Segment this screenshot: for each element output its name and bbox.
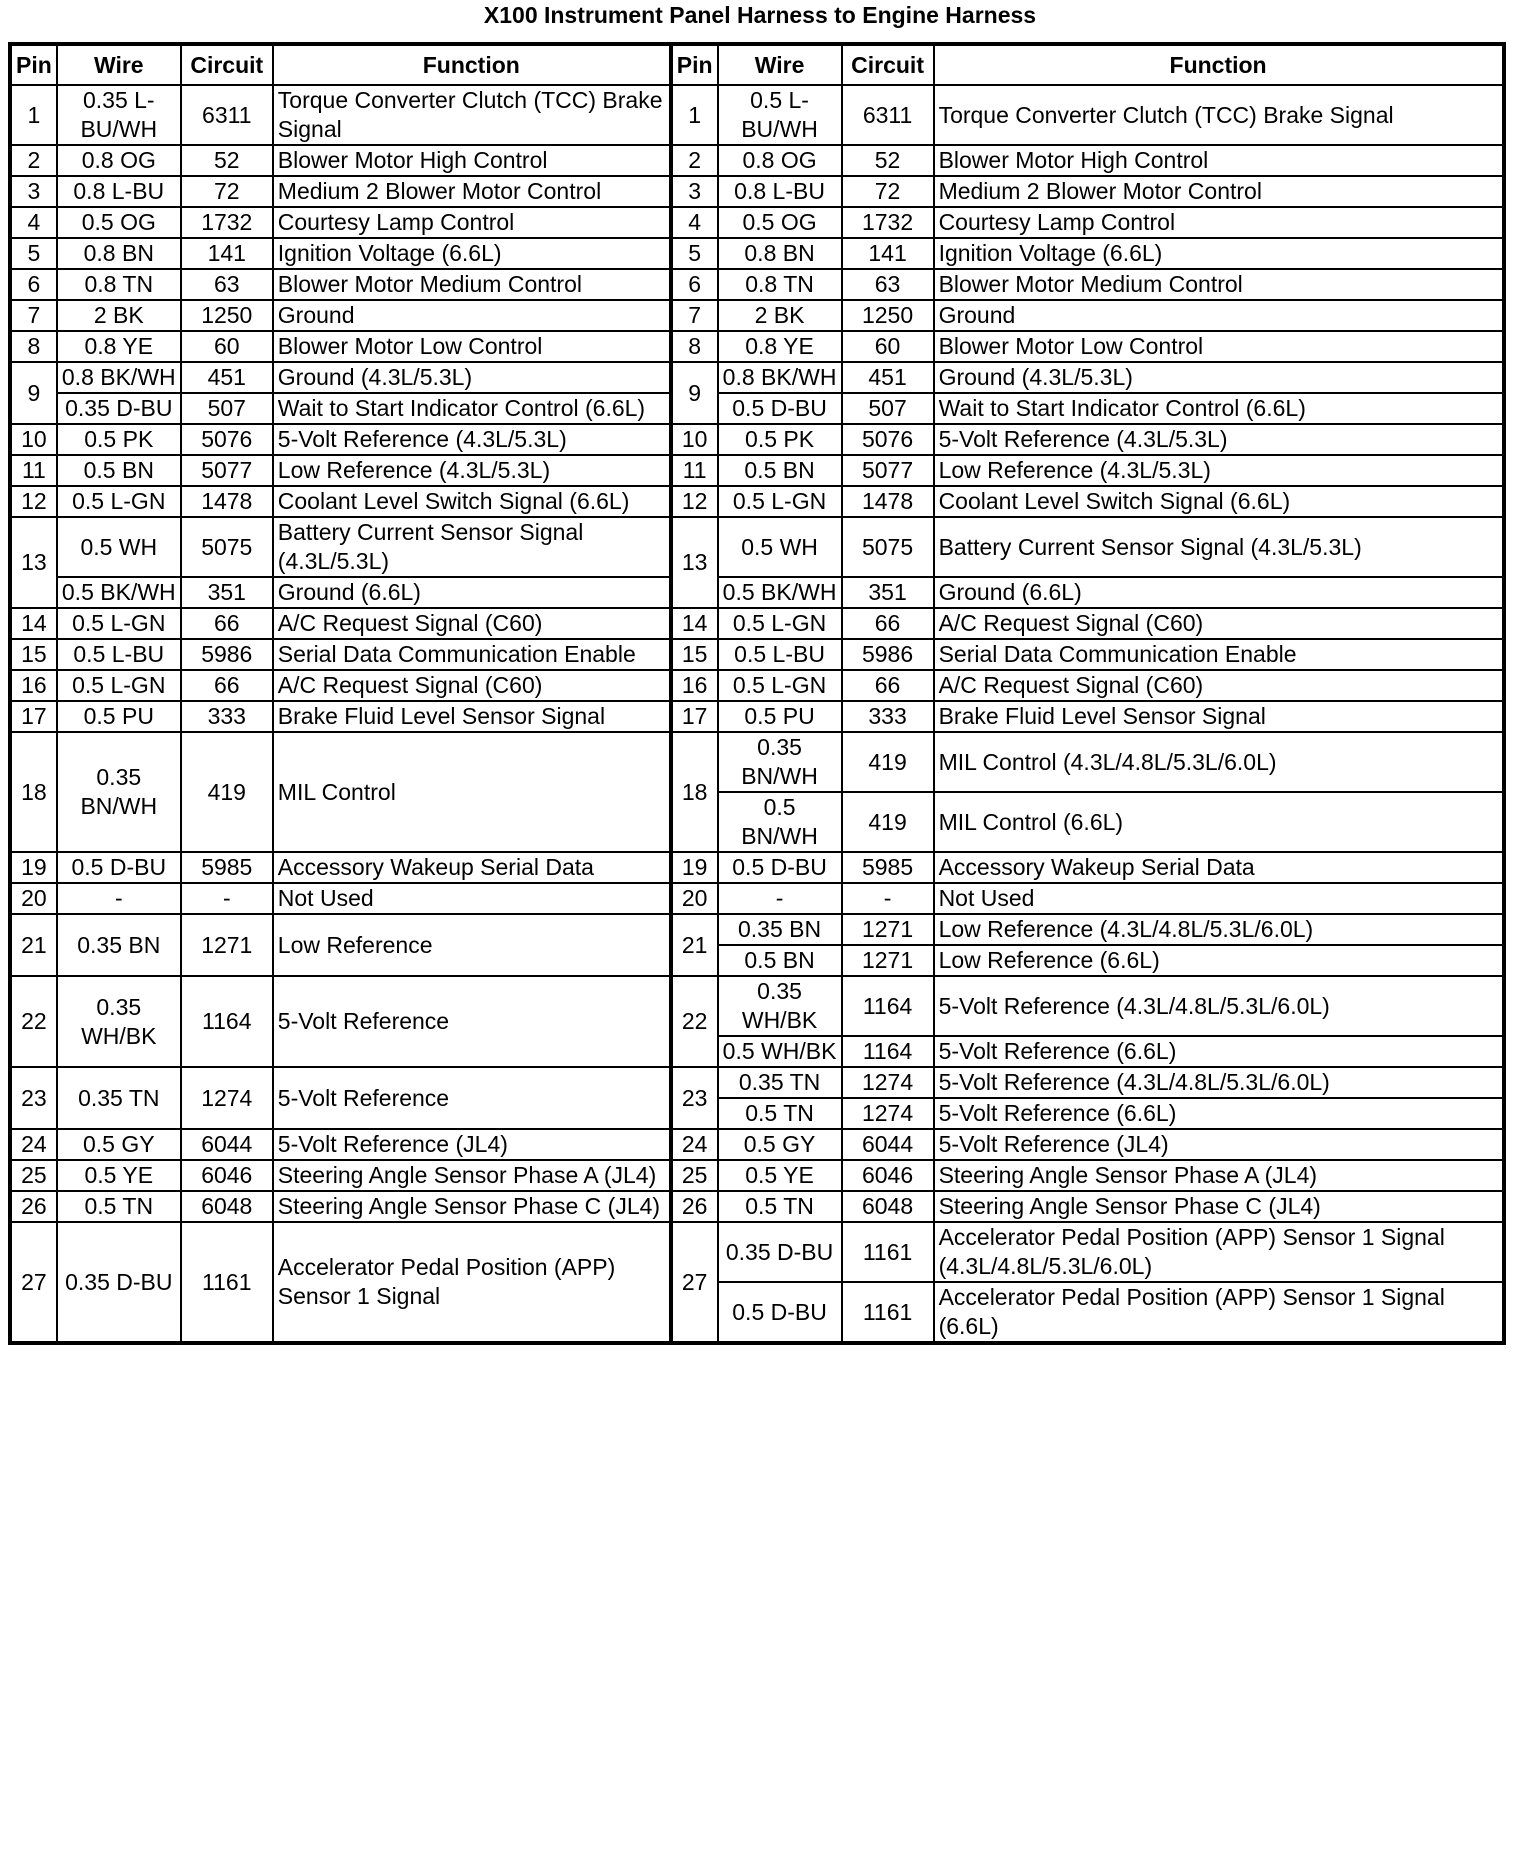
wire-cell: 0.8 BK/WH bbox=[57, 362, 181, 393]
table-row bbox=[10, 362, 1504, 393]
function-cell: MIL Control (4.3L/4.8L/5.3L/6.0L) bbox=[934, 732, 1504, 792]
circuit-cell: 507 bbox=[181, 393, 273, 424]
circuit-cell: 1478 bbox=[842, 486, 934, 517]
wire-cell: 0.5 PK bbox=[57, 424, 181, 455]
pin-cell: 11 bbox=[671, 455, 718, 486]
function-cell: Steering Angle Sensor Phase A (JL4) bbox=[273, 1160, 671, 1191]
table-row bbox=[10, 486, 1504, 517]
table-row bbox=[10, 976, 1504, 1036]
pin-cell: 5 bbox=[10, 238, 57, 269]
wire-cell: 0.5 L-GN bbox=[57, 670, 181, 701]
table-row bbox=[10, 145, 1504, 176]
wire-cell: 0.35 BN/WH bbox=[57, 732, 181, 852]
circuit-cell: 6048 bbox=[181, 1191, 273, 1222]
table-row bbox=[10, 732, 1504, 792]
wire-cell: 0.5 GY bbox=[57, 1129, 181, 1160]
circuit-cell: 1164 bbox=[842, 1036, 934, 1067]
circuit-cell: 66 bbox=[842, 608, 934, 639]
function-cell: Steering Angle Sensor Phase C (JL4) bbox=[273, 1191, 671, 1222]
pin-cell: 20 bbox=[10, 883, 57, 914]
function-cell: 5-Volt Reference (4.3L/4.8L/5.3L/6.0L) bbox=[934, 1067, 1504, 1098]
pin-cell: 22 bbox=[671, 976, 718, 1067]
table-row bbox=[10, 608, 1504, 639]
pin-cell: 9 bbox=[10, 362, 57, 424]
pin-cell: 21 bbox=[10, 914, 57, 976]
function-cell: Low Reference (4.3L/4.8L/5.3L/6.0L) bbox=[934, 914, 1504, 945]
function-cell: Coolant Level Switch Signal (6.6L) bbox=[934, 486, 1504, 517]
circuit-cell: 63 bbox=[181, 269, 273, 300]
table-row bbox=[10, 207, 1504, 238]
wire-cell: 0.5 L-GN bbox=[57, 486, 181, 517]
pin-cell: 22 bbox=[10, 976, 57, 1067]
wire-cell: 0.5 L-BU bbox=[57, 639, 181, 670]
wire-cell: 0.8 YE bbox=[57, 331, 181, 362]
wire-cell: 0.5 WH/BK bbox=[718, 1036, 842, 1067]
pinout-table-wrapper bbox=[8, 42, 1506, 1345]
header-row bbox=[10, 44, 1504, 85]
function-cell: Battery Current Sensor Signal (4.3L/5.3L) bbox=[273, 517, 671, 577]
pin-cell: 27 bbox=[671, 1222, 718, 1343]
page-title: X100 Instrument Panel Harness to Engine Harness bbox=[483, 2, 1037, 28]
function-cell: Low Reference bbox=[273, 914, 671, 976]
wire-cell: 0.5 WH bbox=[718, 517, 842, 577]
wire-cell: 0.8 OG bbox=[57, 145, 181, 176]
circuit-cell: 333 bbox=[181, 701, 273, 732]
circuit-cell: 1161 bbox=[842, 1282, 934, 1343]
pin-cell: 8 bbox=[671, 331, 718, 362]
function-cell: 5-Volt Reference (6.6L) bbox=[934, 1036, 1504, 1067]
pin-cell: 1 bbox=[671, 85, 718, 145]
circuit-cell: 5076 bbox=[181, 424, 273, 455]
circuit-cell: 419 bbox=[181, 732, 273, 852]
wire-cell: 0.5 TN bbox=[57, 1191, 181, 1222]
pin-cell: 25 bbox=[10, 1160, 57, 1191]
function-cell: 5-Volt Reference (4.3L/5.3L) bbox=[934, 424, 1504, 455]
pin-cell: 26 bbox=[671, 1191, 718, 1222]
circuit-cell: 6044 bbox=[842, 1129, 934, 1160]
pin-cell: 23 bbox=[671, 1067, 718, 1129]
function-cell: 5-Volt Reference (JL4) bbox=[273, 1129, 671, 1160]
table-row bbox=[10, 639, 1504, 670]
circuit-cell: 52 bbox=[181, 145, 273, 176]
circuit-cell: 6044 bbox=[181, 1129, 273, 1160]
pin-cell: 12 bbox=[671, 486, 718, 517]
pin-cell: 7 bbox=[10, 300, 57, 331]
circuit-cell: 419 bbox=[842, 732, 934, 792]
circuit-cell: 52 bbox=[842, 145, 934, 176]
circuit-cell: 351 bbox=[842, 577, 934, 608]
circuit-cell: 1250 bbox=[842, 300, 934, 331]
wire-cell: 0.8 TN bbox=[718, 269, 842, 300]
circuit-cell: 507 bbox=[842, 393, 934, 424]
function-cell: Ground (6.6L) bbox=[934, 577, 1504, 608]
wire-cell: 0.5 PU bbox=[57, 701, 181, 732]
pin-cell: 24 bbox=[671, 1129, 718, 1160]
table-row bbox=[10, 300, 1504, 331]
circuit-cell: - bbox=[181, 883, 273, 914]
circuit-cell: 6048 bbox=[842, 1191, 934, 1222]
table-row bbox=[10, 455, 1504, 486]
circuit-cell: 1271 bbox=[842, 945, 934, 976]
wire-cell: 0.35 BN bbox=[718, 914, 842, 945]
circuit-cell: 451 bbox=[181, 362, 273, 393]
wire-cell: 0.5 OG bbox=[57, 207, 181, 238]
pin-cell: 4 bbox=[10, 207, 57, 238]
function-cell: Accelerator Pedal Position (APP) Sensor 1 Signal (6.6L) bbox=[934, 1282, 1504, 1343]
function-cell: 5-Volt Reference (6.6L) bbox=[934, 1098, 1504, 1129]
wire-cell: 0.8 BK/WH bbox=[718, 362, 842, 393]
circuit-cell: 333 bbox=[842, 701, 934, 732]
wire-cell: 0.35 WH/BK bbox=[718, 976, 842, 1036]
circuit-cell: 1274 bbox=[181, 1067, 273, 1129]
table-row bbox=[10, 517, 1504, 577]
wire-cell: 0.5 L-GN bbox=[718, 670, 842, 701]
table-row bbox=[10, 670, 1504, 701]
circuit-cell: 1274 bbox=[842, 1098, 934, 1129]
pin-cell: 10 bbox=[671, 424, 718, 455]
circuit-cell: 1732 bbox=[181, 207, 273, 238]
header-circuit: Circuit bbox=[842, 44, 934, 85]
circuit-cell: 141 bbox=[842, 238, 934, 269]
function-cell: Blower Motor Medium Control bbox=[934, 269, 1504, 300]
function-cell: Medium 2 Blower Motor Control bbox=[273, 176, 671, 207]
wire-cell: 0.5 BN/WH bbox=[718, 792, 842, 852]
pin-cell: 23 bbox=[10, 1067, 57, 1129]
wire-cell: 0.8 BN bbox=[57, 238, 181, 269]
circuit-cell: 66 bbox=[842, 670, 934, 701]
circuit-cell: 6046 bbox=[842, 1160, 934, 1191]
table-row bbox=[10, 1222, 1504, 1282]
pin-cell: 6 bbox=[671, 269, 718, 300]
table-row bbox=[10, 393, 1504, 424]
table-row bbox=[10, 1160, 1504, 1191]
function-cell: Not Used bbox=[273, 883, 671, 914]
circuit-cell: 1274 bbox=[842, 1067, 934, 1098]
wire-cell: 0.8 BN bbox=[718, 238, 842, 269]
pin-cell: 8 bbox=[10, 331, 57, 362]
pin-cell: 17 bbox=[10, 701, 57, 732]
pin-cell: 10 bbox=[10, 424, 57, 455]
function-cell: A/C Request Signal (C60) bbox=[273, 608, 671, 639]
circuit-cell: 63 bbox=[842, 269, 934, 300]
pin-cell: 19 bbox=[10, 852, 57, 883]
function-cell: Low Reference (6.6L) bbox=[934, 945, 1504, 976]
pin-cell: 9 bbox=[671, 362, 718, 424]
header-pin: Pin bbox=[10, 44, 57, 85]
pin-cell: 6 bbox=[10, 269, 57, 300]
circuit-cell: 1164 bbox=[181, 976, 273, 1067]
function-cell: Courtesy Lamp Control bbox=[934, 207, 1504, 238]
function-cell: Torque Converter Clutch (TCC) Brake Signal bbox=[273, 85, 671, 145]
pin-cell: 4 bbox=[671, 207, 718, 238]
function-cell: Low Reference (4.3L/5.3L) bbox=[934, 455, 1504, 486]
table-row bbox=[10, 852, 1504, 883]
function-cell: A/C Request Signal (C60) bbox=[934, 670, 1504, 701]
pin-cell: 13 bbox=[671, 517, 718, 608]
wire-cell: 0.5 BN bbox=[718, 945, 842, 976]
function-cell: MIL Control (6.6L) bbox=[934, 792, 1504, 852]
circuit-cell: 5075 bbox=[842, 517, 934, 577]
circuit-cell: 451 bbox=[842, 362, 934, 393]
function-cell: Brake Fluid Level Sensor Signal bbox=[273, 701, 671, 732]
wire-cell: 0.35 TN bbox=[718, 1067, 842, 1098]
wire-cell: - bbox=[57, 883, 181, 914]
function-cell: Wait to Start Indicator Control (6.6L) bbox=[934, 393, 1504, 424]
table-row bbox=[10, 883, 1504, 914]
pin-cell: 12 bbox=[10, 486, 57, 517]
function-cell: Steering Angle Sensor Phase A (JL4) bbox=[934, 1160, 1504, 1191]
function-cell: Ground bbox=[273, 300, 671, 331]
function-cell: Blower Motor High Control bbox=[273, 145, 671, 176]
function-cell: Accessory Wakeup Serial Data bbox=[934, 852, 1504, 883]
pin-cell: 13 bbox=[10, 517, 57, 608]
wire-cell: 0.5 D-BU bbox=[718, 1282, 842, 1343]
pin-cell: 15 bbox=[671, 639, 718, 670]
circuit-cell: 60 bbox=[181, 331, 273, 362]
circuit-cell: 1271 bbox=[842, 914, 934, 945]
circuit-cell: 1250 bbox=[181, 300, 273, 331]
function-cell: Not Used bbox=[934, 883, 1504, 914]
pin-cell: 19 bbox=[671, 852, 718, 883]
wire-cell: 2 BK bbox=[57, 300, 181, 331]
pin-cell: 5 bbox=[671, 238, 718, 269]
table-row bbox=[10, 424, 1504, 455]
circuit-cell: 6311 bbox=[181, 85, 273, 145]
function-cell: Accelerator Pedal Position (APP) Sensor 1 Signal bbox=[273, 1222, 671, 1343]
circuit-cell: 5077 bbox=[842, 455, 934, 486]
wire-cell: 0.5 BK/WH bbox=[57, 577, 181, 608]
header-function: Function bbox=[934, 44, 1504, 85]
pin-cell: 14 bbox=[10, 608, 57, 639]
table-row bbox=[10, 238, 1504, 269]
header-circuit: Circuit bbox=[181, 44, 273, 85]
wire-cell: 0.8 OG bbox=[718, 145, 842, 176]
circuit-cell: 1478 bbox=[181, 486, 273, 517]
function-cell: Battery Current Sensor Signal (4.3L/5.3L) bbox=[934, 517, 1504, 577]
table-row bbox=[10, 269, 1504, 300]
wire-cell: 2 BK bbox=[718, 300, 842, 331]
function-cell: Blower Motor High Control bbox=[934, 145, 1504, 176]
function-cell: A/C Request Signal (C60) bbox=[273, 670, 671, 701]
table-row bbox=[10, 1191, 1504, 1222]
pin-cell: 14 bbox=[671, 608, 718, 639]
pin-cell: 7 bbox=[671, 300, 718, 331]
pinout-table bbox=[8, 42, 1506, 1345]
function-cell: 5-Volt Reference (4.3L/4.8L/5.3L/6.0L) bbox=[934, 976, 1504, 1036]
function-cell: Ignition Voltage (6.6L) bbox=[934, 238, 1504, 269]
pin-cell: 17 bbox=[671, 701, 718, 732]
function-cell: Ignition Voltage (6.6L) bbox=[273, 238, 671, 269]
header-function: Function bbox=[273, 44, 671, 85]
header-wire: Wire bbox=[718, 44, 842, 85]
table-row bbox=[10, 914, 1504, 945]
wire-cell: 0.5 L-GN bbox=[718, 486, 842, 517]
function-cell: Accelerator Pedal Position (APP) Sensor 1 Signal (4.3L/4.8L/5.3L/6.0L) bbox=[934, 1222, 1504, 1282]
wire-cell: 0.5 BN bbox=[57, 455, 181, 486]
wire-cell: 0.5 L-BU/WH bbox=[718, 85, 842, 145]
circuit-cell: 5986 bbox=[842, 639, 934, 670]
function-cell: Ground (4.3L/5.3L) bbox=[273, 362, 671, 393]
function-cell: Brake Fluid Level Sensor Signal bbox=[934, 701, 1504, 732]
function-cell: Blower Motor Low Control bbox=[934, 331, 1504, 362]
function-cell: Serial Data Communication Enable bbox=[273, 639, 671, 670]
header-wire: Wire bbox=[57, 44, 181, 85]
wire-cell: 0.35 BN bbox=[57, 914, 181, 976]
function-cell: Low Reference (4.3L/5.3L) bbox=[273, 455, 671, 486]
wire-cell: 0.35 WH/BK bbox=[57, 976, 181, 1067]
function-cell: 5-Volt Reference (JL4) bbox=[934, 1129, 1504, 1160]
wire-cell: 0.35 D-BU bbox=[57, 1222, 181, 1343]
pin-cell: 16 bbox=[10, 670, 57, 701]
wire-cell: 0.5 D-BU bbox=[718, 393, 842, 424]
pin-cell: 2 bbox=[10, 145, 57, 176]
circuit-cell: 1161 bbox=[842, 1222, 934, 1282]
function-cell: Ground (4.3L/5.3L) bbox=[934, 362, 1504, 393]
wire-cell: 0.5 PK bbox=[718, 424, 842, 455]
function-cell: Serial Data Communication Enable bbox=[934, 639, 1504, 670]
table-row bbox=[10, 331, 1504, 362]
circuit-cell: 5985 bbox=[181, 852, 273, 883]
pin-cell: 2 bbox=[671, 145, 718, 176]
wire-cell: 0.35 TN bbox=[57, 1067, 181, 1129]
wire-cell: 0.8 YE bbox=[718, 331, 842, 362]
circuit-cell: 419 bbox=[842, 792, 934, 852]
wire-cell: 0.5 TN bbox=[718, 1191, 842, 1222]
function-cell: Courtesy Lamp Control bbox=[273, 207, 671, 238]
function-cell: A/C Request Signal (C60) bbox=[934, 608, 1504, 639]
pin-cell: 16 bbox=[671, 670, 718, 701]
function-cell: 5-Volt Reference bbox=[273, 1067, 671, 1129]
circuit-cell: 72 bbox=[181, 176, 273, 207]
circuit-cell: 5075 bbox=[181, 517, 273, 577]
function-cell: Blower Motor Medium Control bbox=[273, 269, 671, 300]
function-cell: Ground bbox=[934, 300, 1504, 331]
wire-cell: 0.5 BK/WH bbox=[718, 577, 842, 608]
function-cell: 5-Volt Reference (4.3L/5.3L) bbox=[273, 424, 671, 455]
wire-cell: 0.8 L-BU bbox=[718, 176, 842, 207]
wire-cell: 0.5 WH bbox=[57, 517, 181, 577]
wire-cell: 0.5 L-GN bbox=[57, 608, 181, 639]
pin-cell: 1 bbox=[10, 85, 57, 145]
circuit-cell: 5077 bbox=[181, 455, 273, 486]
wire-cell: 0.5 YE bbox=[57, 1160, 181, 1191]
pin-cell: 3 bbox=[671, 176, 718, 207]
function-cell: Wait to Start Indicator Control (6.6L) bbox=[273, 393, 671, 424]
function-cell: Medium 2 Blower Motor Control bbox=[934, 176, 1504, 207]
table-row bbox=[10, 577, 1504, 608]
table-row bbox=[10, 701, 1504, 732]
circuit-cell: 66 bbox=[181, 670, 273, 701]
wire-cell: 0.5 GY bbox=[718, 1129, 842, 1160]
function-cell: MIL Control bbox=[273, 732, 671, 852]
pin-cell: 11 bbox=[10, 455, 57, 486]
wire-cell: 0.35 L-BU/WH bbox=[57, 85, 181, 145]
wire-cell: 0.5 OG bbox=[718, 207, 842, 238]
circuit-cell: 6311 bbox=[842, 85, 934, 145]
function-cell: Torque Converter Clutch (TCC) Brake Signal bbox=[934, 85, 1504, 145]
pin-cell: 27 bbox=[10, 1222, 57, 1343]
wire-cell: 0.5 TN bbox=[718, 1098, 842, 1129]
circuit-cell: 5985 bbox=[842, 852, 934, 883]
table-row bbox=[10, 176, 1504, 207]
function-cell: Blower Motor Low Control bbox=[273, 331, 671, 362]
table-row bbox=[10, 1129, 1504, 1160]
function-cell: Ground (6.6L) bbox=[273, 577, 671, 608]
wire-cell: 0.35 BN/WH bbox=[718, 732, 842, 792]
circuit-cell: - bbox=[842, 883, 934, 914]
pin-cell: 3 bbox=[10, 176, 57, 207]
circuit-cell: 1161 bbox=[181, 1222, 273, 1343]
wire-cell: 0.35 D-BU bbox=[718, 1222, 842, 1282]
circuit-cell: 66 bbox=[181, 608, 273, 639]
circuit-cell: 60 bbox=[842, 331, 934, 362]
circuit-cell: 6046 bbox=[181, 1160, 273, 1191]
wire-cell: 0.5 BN bbox=[718, 455, 842, 486]
circuit-cell: 351 bbox=[181, 577, 273, 608]
circuit-cell: 72 bbox=[842, 176, 934, 207]
function-cell: Accessory Wakeup Serial Data bbox=[273, 852, 671, 883]
wire-cell: 0.5 L-BU bbox=[718, 639, 842, 670]
wire-cell: 0.8 L-BU bbox=[57, 176, 181, 207]
header-pin: Pin bbox=[671, 44, 718, 85]
pin-cell: 21 bbox=[671, 914, 718, 976]
circuit-cell: 1732 bbox=[842, 207, 934, 238]
wire-cell: - bbox=[718, 883, 842, 914]
pin-cell: 26 bbox=[10, 1191, 57, 1222]
circuit-cell: 1271 bbox=[181, 914, 273, 976]
circuit-cell: 5986 bbox=[181, 639, 273, 670]
pin-cell: 15 bbox=[10, 639, 57, 670]
circuit-cell: 141 bbox=[181, 238, 273, 269]
pin-cell: 20 bbox=[671, 883, 718, 914]
pin-cell: 24 bbox=[10, 1129, 57, 1160]
wire-cell: 0.5 L-GN bbox=[718, 608, 842, 639]
wire-cell: 0.5 PU bbox=[718, 701, 842, 732]
function-cell: 5-Volt Reference bbox=[273, 976, 671, 1067]
table-row bbox=[10, 1067, 1504, 1098]
function-cell: Coolant Level Switch Signal (6.6L) bbox=[273, 486, 671, 517]
wire-cell: 0.5 D-BU bbox=[718, 852, 842, 883]
wire-cell: 0.5 YE bbox=[718, 1160, 842, 1191]
wire-cell: 0.5 D-BU bbox=[57, 852, 181, 883]
wire-cell: 0.8 TN bbox=[57, 269, 181, 300]
pin-cell: 18 bbox=[671, 732, 718, 852]
circuit-cell: 1164 bbox=[842, 976, 934, 1036]
pin-cell: 25 bbox=[671, 1160, 718, 1191]
pin-cell: 18 bbox=[10, 732, 57, 852]
circuit-cell: 5076 bbox=[842, 424, 934, 455]
wire-cell: 0.35 D-BU bbox=[57, 393, 181, 424]
function-cell: Steering Angle Sensor Phase C (JL4) bbox=[934, 1191, 1504, 1222]
table-row bbox=[10, 85, 1504, 145]
